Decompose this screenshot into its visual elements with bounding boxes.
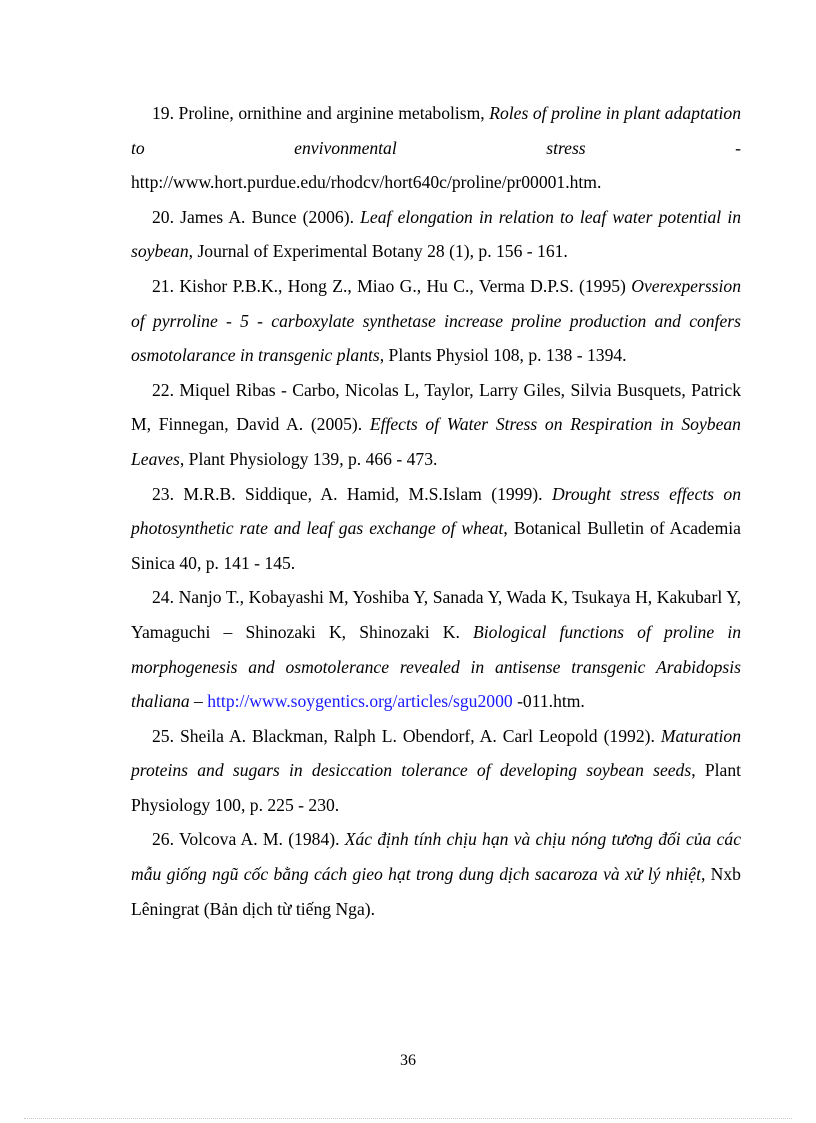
reference-source: -011.htm. (512, 691, 585, 712)
reference-authors: Volcova A. M. (1984). (178, 829, 345, 850)
reference-source: , Journal of Experimental Botany 28 (1), p. 156 - 161. (188, 241, 568, 262)
reference-source: - http://www.hort.purdue.edu/rhodcv/hort640c/proline/pr00001.htm. (131, 137, 741, 193)
page-number: 36 (400, 1052, 416, 1069)
reference-authors: Sheila A. Blackman, Ralph L. Obendorf, A. Carl Leopold (1992). (179, 725, 661, 746)
reference-separator: – (189, 691, 208, 712)
reference-source: , Plant Physiology 100, p. 225 - 230. (131, 760, 742, 815)
reference-authors: Miquel Ribas - Carbo, Nicolas L, Taylor, Larry Giles, Silvia Busquets, Patrick M, Finnegan, David A. (2005). (131, 379, 741, 435)
reference-19 (131, 96, 741, 200)
reference-number: 25. (152, 725, 180, 746)
reference-authors: Kishor P.B.K., Hong Z., Miao G., Hu C., Verma D.P.S. (1995) (179, 275, 632, 296)
reference-authors: James A. Bunce (2006). (180, 206, 361, 227)
reference-source: , Plants Physiol 108, p. 138 - 1394. (379, 345, 627, 366)
reference-title: Effects of Water Stress on Respiration in Soybean Leaves (131, 414, 741, 469)
reference-26 (131, 822, 741, 926)
reference-22 (131, 373, 741, 477)
reference-authors: M.R.B. Siddique, A. Hamid, M.S.Islam (1999). (183, 483, 552, 504)
reference-title: Biological functions of proline in morphogenesis and osmotolerance revealed in antisense transgenic Arabidopsis thaliana (131, 621, 742, 712)
reference-number: 26. (152, 829, 179, 850)
reference-source: , Botanical Bulletin of Academia Sinica 40, p. 141 - 145. (131, 518, 741, 573)
reference-title: Roles of proline in plant adaptation to envivonmental stress (131, 103, 742, 158)
reference-20 (131, 200, 741, 269)
reference-authors: Proline, ornithine and arginine metabolism, (178, 103, 490, 123)
reference-23 (131, 477, 741, 581)
reference-21 (131, 269, 741, 373)
reference-number: 19. (152, 103, 179, 123)
reference-link[interactable]: http://www.soygentics.org/articles/sgu2000 (207, 691, 513, 712)
reference-number: 22. (152, 379, 180, 400)
reference-authors: Nanjo T., Kobayashi M, Yoshiba Y, Sanada Y, Wada K, Tsukaya H, Kakubarl Y, Yamaguchi – Shinozaki K, Shinozaki K. (131, 587, 741, 642)
reference-number: 21. (152, 275, 180, 296)
reference-title: Xác định tính chịu hạn và chịu nóng tương đối của các mẫu giống ngũ cốc bằng cách gieo hạt trong dung dịch sacaroza và xử lý nhiệt (131, 829, 742, 885)
reference-source: , Plant Physiology 139, p. 466 - 473. (179, 448, 438, 469)
reference-source: , Nxb Lêningrat (Bản dịch từ tiếng Nga). (131, 864, 741, 919)
reference-list (131, 94, 741, 926)
reference-number: 24. (152, 587, 179, 608)
reference-number: 23. (152, 483, 184, 504)
reference-title: Overexperssion of pyrroline - 5 - carboxylate synthetase increase proline production and confers osmotolarance in transgenic plants (131, 275, 742, 366)
reference-title: Leaf elongation in relation to leaf water potential in soybean (131, 206, 741, 262)
reference-number: 20. (152, 206, 181, 227)
reference-title: Drought stress effects on photosynthetic rate and leaf gas exchange of wheat (131, 483, 742, 539)
reference-title: Maturation proteins and sugars in desiccation tolerance of developing soybean seeds (131, 725, 742, 781)
page-bottom-divider (24, 1118, 792, 1119)
reference-25 (131, 719, 741, 823)
reference-24 (131, 580, 741, 718)
